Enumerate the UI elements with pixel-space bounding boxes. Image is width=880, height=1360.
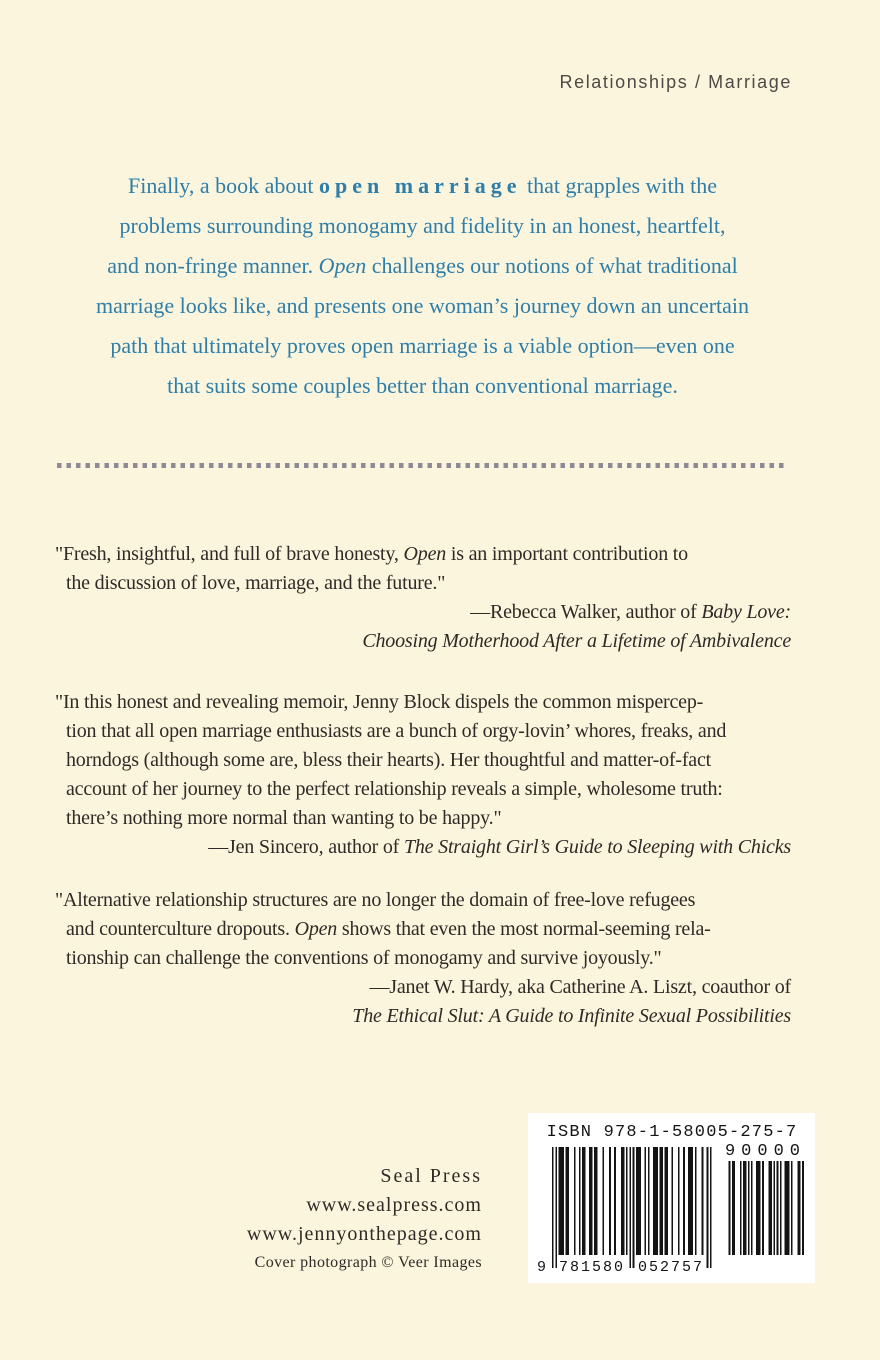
- publisher-website: www.sealpress.com: [306, 1194, 482, 1216]
- text-line: —Rebecca Walker, author of Baby Love:: [470, 601, 791, 623]
- ean-digit-lead: 9: [536, 1259, 548, 1276]
- isbn-barcode: [528, 1113, 815, 1283]
- book-description: [55, 166, 790, 406]
- text-line: path that ultimately proves open marriage is a viable option—even one: [110, 333, 735, 358]
- ean-digit-right-group: 052757: [637, 1259, 705, 1276]
- text-line: —Janet W. Hardy, aka Catherine A. Liszt, coauthor of: [369, 976, 791, 998]
- text-line: —Jen Sincero, author of The Straight Girl’s Guide to Sleeping with Chicks: [208, 836, 791, 858]
- review-quote-rebecca-walker: [55, 540, 791, 656]
- ean13-bars: [552, 1147, 712, 1268]
- text-line: "In this honest and revealing memoir, Jenny Block dispels the common mispercep-: [55, 691, 704, 713]
- cover-photo-credit: Cover photograph © Veer Images: [254, 1254, 482, 1271]
- isbn-number-text: ISBN 978-1-58005-275-7: [546, 1123, 798, 1142]
- text-line: and counterculture dropouts. Open shows that even the most normal-seeming rela-: [66, 918, 711, 940]
- text-line: marriage looks like, and presents one woman’s journey down an uncertain: [95, 293, 750, 318]
- review-quote-janet-hardy: [55, 886, 791, 1031]
- text-line: "Fresh, insightful, and full of brave honesty, Open is an important contribution to: [55, 543, 688, 565]
- text-line: Choosing Motherhood After a Lifetime of Ambivalence: [362, 630, 791, 652]
- author-website: www.jennyonthepage.com: [246, 1223, 482, 1245]
- text-line: and non-fringe manner. Open challenges our notions of what traditional: [107, 253, 738, 278]
- text-line: The Ethical Slut: A Guide to Infinite Sexual Possibilities: [352, 1005, 791, 1027]
- text-line: there’s nothing more normal than wanting to be happy.": [66, 807, 502, 829]
- barcode-panel: [528, 1113, 815, 1283]
- publisher-name: Seal Press: [380, 1165, 482, 1187]
- text-line: Finally, a book about open marriage that grapples with the: [127, 173, 718, 198]
- text-line: tionship can challenge the conventions of monogamy and survive joyously.": [66, 947, 662, 969]
- text-line: tion that all open marriage enthusiasts are a bunch of orgy-lovin’ whores, freaks, and: [66, 720, 727, 742]
- review-quote-jen-sincero: [55, 688, 791, 862]
- ean-digit-left-group: 781580: [558, 1259, 626, 1276]
- text-line: problems surrounding monogamy and fidelity in an honest, heartfelt,: [119, 213, 726, 238]
- publisher-block: [180, 1162, 482, 1276]
- text-line: the discussion of love, marriage, and the future.": [66, 572, 446, 594]
- category-label: Relationships / Marriage: [559, 72, 792, 92]
- text-line: account of her journey to the perfect relationship reveals a simple, wholesome truth:: [66, 778, 723, 800]
- text-line: horndogs (although some are, bless their hearts). Her thoughtful and matter-of-fact: [66, 749, 712, 771]
- ean5-supplement-bars: [729, 1161, 804, 1255]
- text-line: "Alternative relationship structures are no longer the domain of free-love refugees: [55, 889, 696, 911]
- barcode-price-code: 90000: [724, 1142, 806, 1161]
- dotted-divider: [57, 463, 784, 468]
- text-line: that suits some couples better than conventional marriage.: [167, 373, 678, 398]
